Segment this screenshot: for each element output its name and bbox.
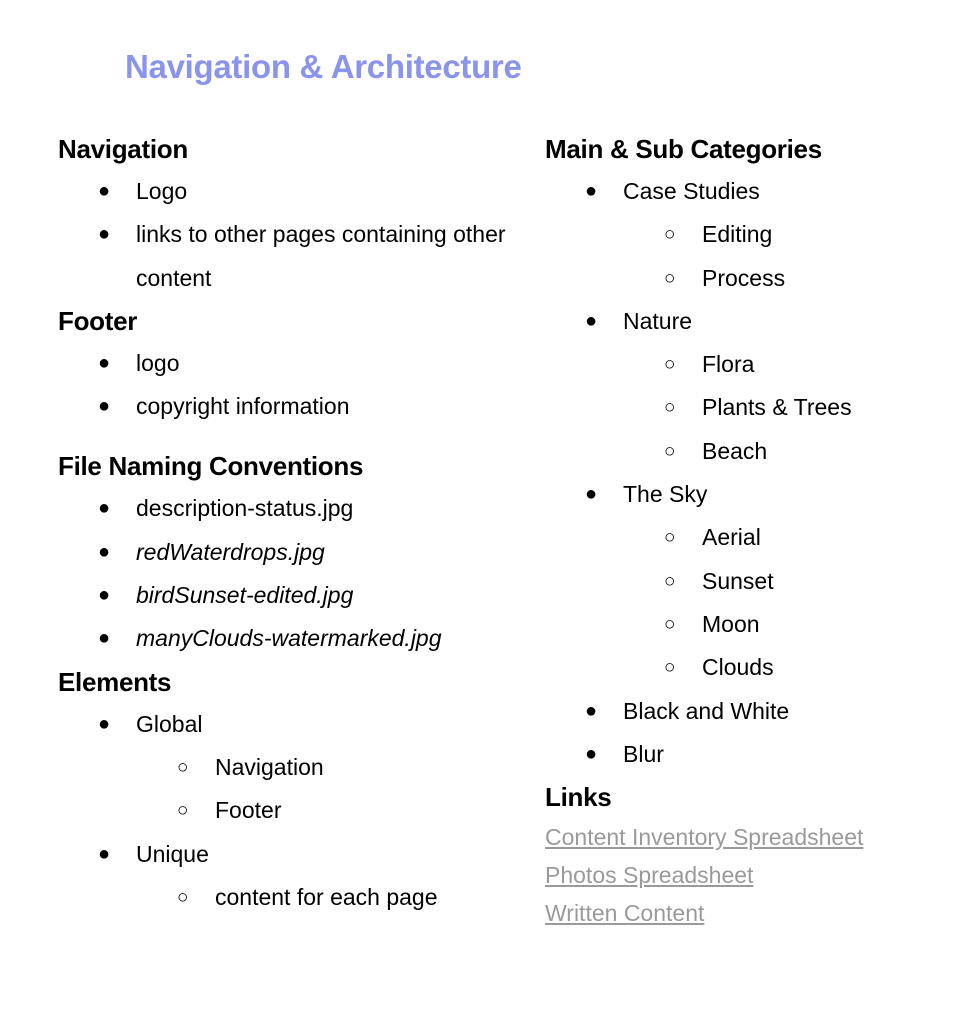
hollow-bullet-icon: ○ [664, 267, 676, 289]
hollow-bullet-icon: ○ [177, 756, 189, 778]
sub-list-item: ○ Navigation [58, 746, 518, 789]
list-item: ● Logo [58, 170, 518, 213]
page-title: Navigation & Architecture [125, 48, 522, 85]
hollow-bullet-icon: ○ [664, 354, 676, 376]
sub-list-item: ○ Plants & Trees [545, 386, 945, 429]
list-item: ● Blur [545, 733, 945, 776]
hollow-bullet-icon: ○ [664, 527, 676, 549]
list-item: ● copyright information [58, 385, 518, 428]
hollow-bullet-icon: ○ [664, 224, 676, 246]
bullet-icon: ● [98, 223, 111, 246]
list-item: ● birdSunset-edited.jpg [58, 574, 518, 617]
section-heading-links: Links [545, 782, 612, 813]
bullet-icon: ● [585, 180, 598, 202]
bullet-icon: ● [98, 584, 111, 607]
bullet-icon: ● [98, 351, 111, 374]
section-heading-elements: Elements [58, 666, 172, 697]
hollow-bullet-icon: ○ [664, 440, 676, 462]
section-heading-categories: Main & Sub Categories [545, 134, 822, 164]
section-heading-file-naming: File Naming Conventions [58, 451, 364, 482]
bullet-icon: ● [98, 395, 111, 418]
bullet-icon: ● [98, 842, 111, 865]
sub-list-item: ○ Clouds [545, 646, 945, 689]
hollow-bullet-icon: ○ [664, 657, 676, 679]
sub-list-item: ○ Aerial [545, 516, 945, 559]
link-written-content[interactable]: Written Content [545, 900, 705, 927]
bullet-icon: ● [98, 627, 111, 650]
bullet-icon: ● [585, 483, 598, 506]
hollow-bullet-icon: ○ [177, 800, 189, 822]
list-item: ● Nature [545, 300, 945, 343]
bullet-icon: ● [585, 742, 598, 765]
sub-list-item: ○ Flora [545, 343, 945, 386]
list-item: ● manyClouds-watermarked.jpg [58, 617, 518, 660]
link-content-inventory-spreadsheet[interactable]: Content Inventory Spreadsheet [545, 824, 864, 851]
section-heading-footer: Footer [58, 305, 138, 336]
section-heading-navigation: Navigation [58, 134, 188, 164]
list-item: ● links to other pages containing other content [58, 213, 518, 300]
list-item: ● Case Studies [545, 170, 945, 213]
sub-list-item: ○ Footer [58, 789, 518, 832]
left-column [58, 128, 518, 919]
bullet-icon: ● [98, 497, 111, 520]
hollow-bullet-icon: ○ [664, 397, 676, 419]
right-column [545, 128, 945, 932]
bullet-icon: ● [98, 540, 111, 563]
link-photos-spreadsheet[interactable]: Photos Spreadsheet [545, 862, 754, 889]
hollow-bullet-icon: ○ [664, 570, 676, 592]
list-item: ● Unique [58, 833, 518, 876]
sub-list-item: ○ content for each page [58, 876, 518, 919]
hollow-bullet-icon: ○ [177, 886, 189, 908]
sub-list-item: ○ Sunset [545, 560, 945, 603]
sub-list-item: ○ Moon [545, 603, 945, 646]
list-item: ● description-status.jpg [58, 487, 518, 530]
list-item: ● logo [58, 342, 518, 385]
list-item: ● Global [58, 703, 518, 746]
bullet-icon: ● [98, 180, 111, 202]
sub-list-item: ○ Beach [545, 430, 945, 473]
bullet-icon: ● [98, 712, 111, 735]
sub-list-item: ○ Editing [545, 213, 945, 256]
list-item: ● Black and White [545, 690, 945, 733]
bullet-icon: ● [585, 309, 598, 332]
list-item: ● redWaterdrops.jpg [58, 531, 518, 574]
bullet-icon: ● [585, 699, 598, 722]
sub-list-item: ○ Process [545, 257, 945, 300]
list-item: ● The Sky [545, 473, 945, 516]
hollow-bullet-icon: ○ [664, 613, 676, 635]
